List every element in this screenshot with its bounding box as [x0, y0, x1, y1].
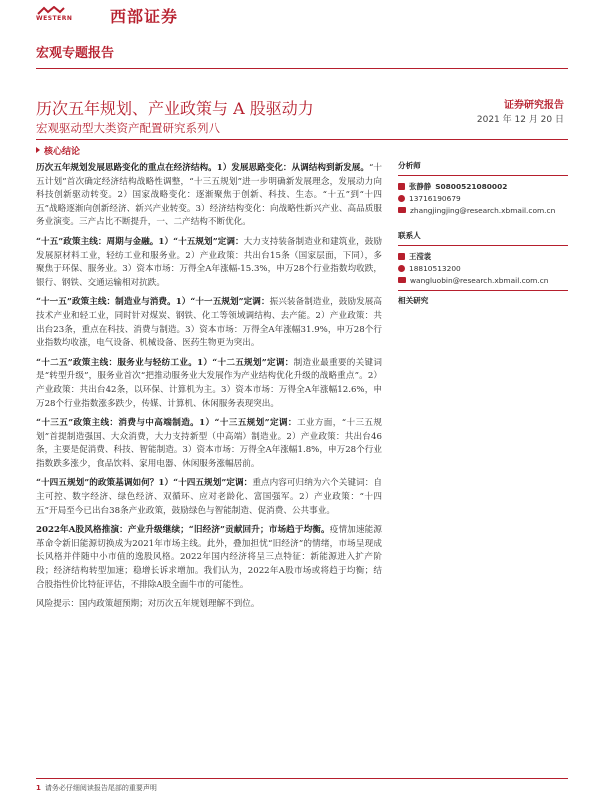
page-footer [36, 783, 157, 793]
footer-divider [36, 778, 568, 779]
paragraph-lead: “十五”政策主线：周期与金融。1）“十五规划”定调： [36, 236, 244, 247]
analyst-phone: 13716190679 [409, 193, 461, 203]
analyst-email[interactable]: zhangjingjing@research.xbmail.com.cn [410, 205, 556, 215]
top-bar [0, 0, 600, 28]
paragraph-lead: “十一五”政策主线：制造业与消费。1）“十一五规划”定调： [36, 297, 270, 308]
paragraph-lead: “十二五”政策主线：服务业与轻纺工业。1）“十二五规划”定调： [36, 357, 294, 368]
risk-warning [36, 598, 382, 612]
report-title: 历次五年规划、产业政策与 A 股驱动力 [36, 99, 314, 118]
paragraph-lead: 历次五年规划发展思路变化的重点在经济结构。1）发展思路变化：从调结构到新发展。 [36, 163, 369, 173]
contact-heading: 联系人 [398, 231, 421, 240]
paragraph-lead: 2022年A股风格推演：产业升级继续；“旧经济”贡献回升；市场趋于均衡。 [36, 525, 330, 536]
header-divider [36, 68, 568, 69]
paragraph-1 [36, 162, 382, 230]
mail-icon [398, 277, 406, 283]
paragraph-6 [36, 477, 382, 518]
phone-icon [398, 195, 405, 202]
paragraph-body: 重点内容可归纳为六个关键词：自主可控、数字经济、绿色经济、双循环、应对老龄化、富国强军。2）产业政策：“十四五”开局至今已出台38条产业政策，鼓励绿色与智能制造、促消费、公共事业。 [36, 478, 382, 516]
title-divider [36, 139, 568, 140]
paragraph-lead: “十三五”政策主线：消费与中高端制造。1）“十三五规划”定调： [36, 418, 297, 429]
author-sidebar [398, 160, 568, 306]
paragraph-body: 风险提示：国内政策超预期；对历次五年规划理解不到位。 [36, 599, 260, 610]
paragraph-3 [36, 296, 382, 350]
triangle-bullet-icon [36, 147, 40, 153]
analyst-cert: S0800521080002 [435, 181, 508, 191]
paragraph-2 [36, 236, 382, 290]
sidebar-divider [398, 245, 568, 246]
core-conclusion-heading [36, 144, 80, 157]
analyst-phone-row [398, 192, 568, 204]
mail-icon [398, 207, 406, 213]
paragraph-4 [36, 357, 382, 411]
contact-email-row [398, 274, 568, 286]
analyst-name: 张静静 [409, 181, 432, 191]
report-type: 证券研究报告 [504, 100, 564, 111]
contact-email[interactable]: wangluobin@research.xbmail.com.cn [410, 275, 549, 285]
person-icon [398, 183, 405, 190]
sidebar-divider [398, 175, 568, 176]
paragraph-body: 大力支持装备制造业和建筑业，鼓励发展原材料工业，轻纺工业和服务业。2）产业政策：共出台15条（国家层面，下同），多聚焦于环保、服务业。3）资本市场：万得全A年涨幅-15.3%，申万28个行业指数均收跌，银行、钢铁、交通运输相对抗跌。 [36, 236, 382, 288]
paragraph-body: 工业方面，“十三五规划”首提制造强国、大众消费，大力支持新型（中高端）制造业。2）产业政策：共出台46条，主要是促消费、科技、智能制造。3）资本市场：万得全A年涨幅1.8%，申万28个行业指数跌多涨少，食品饮料、家用电器、休闲服务涨幅居前。 [36, 418, 382, 469]
paragraph-5 [36, 417, 382, 471]
contact-name: 王滢裳 [409, 251, 432, 261]
page-number: 1 [36, 784, 41, 792]
analyst-email-row [398, 204, 568, 216]
section-label: 宏观专题报告 [36, 46, 115, 61]
main-content [36, 162, 382, 618]
paragraph-lead: “十四五规划”的政策基调如何？1）“十四五规划”定调： [36, 478, 253, 489]
paragraph-body: 振兴装备制造业，鼓励发展高技术产业和轻工业，同时针对煤炭、钢铁、化工等领域调结构、去产能。2）产业政策：共出台23条，重点在科技、消费与制造。3）资本市场：万得全A年涨幅31.9%，申万28个行业指数均收涨，电气设备、机械设备、医药生物更为突出。 [36, 297, 382, 349]
person-icon [398, 253, 405, 260]
contact-phone: 18810513200 [409, 263, 461, 273]
paragraph-body: 制造业最重要的关键词是“转型升级”，服务业首次“把推动服务业大发展作为产业结构优化升级的战略重点”。2）产业政策：共出台42条，以环保、计算机为主。3）资本市场：万得全A年涨幅12.6%，申万28个行业指数涨多跌少，传媒、计算机、休闲服务表现突出。 [36, 357, 382, 409]
analyst-name-row [398, 180, 568, 192]
related-research-heading: 相关研究 [398, 296, 429, 305]
report-subtitle: 宏观驱动型大类资产配置研究系列八 [36, 121, 220, 135]
analyst-heading: 分析师 [398, 161, 421, 170]
company-logo [36, 6, 108, 26]
report-date: 2021 年 12 月 20 日 [476, 115, 564, 125]
paragraph-7 [36, 524, 382, 592]
paragraph-body: “十五计划”首次确定经济结构战略性调整，“十三五规划”进一步明确新发展理念，发展动力向科技创新驱动转变。2）国家战略变化：逐渐聚焦于创新、科技、生态。“十五”到“十四五”战略逐渐向创新经济、新兴产业转变。3）经济结构变化：向战略性新兴产业、高品质服务业演变。三产占比不断提升，一、二产结构不断优化。 [36, 163, 382, 228]
contact-name-row [398, 250, 568, 262]
brand-name: 西部证券 [110, 7, 179, 26]
logo-mark [36, 6, 72, 22]
sidebar-divider [398, 290, 568, 291]
phone-icon [398, 265, 405, 272]
logo-text: WESTERN [36, 15, 73, 22]
contact-phone-row [398, 262, 568, 274]
footer-note: 请务必仔细阅读报告尾部的重要声明 [44, 784, 157, 792]
core-heading-text: 核心结论 [44, 147, 81, 157]
paragraph-body: 疫情加速能源革命令新旧能源切换成为2021年市场主线。此外，叠加担忧“旧经济”的情绪，市场呈现成长风格并伴随中小市值的逸股风格。2022年国内经济将呈三点特征：新能源进入扩产阶段；经济结构转型加速；稳增长诉求增加。我们认为，2022年A股市场或将趋于均衡；结合股指性价比特征评估，不排除A股全面牛市的可能性。 [36, 525, 382, 590]
